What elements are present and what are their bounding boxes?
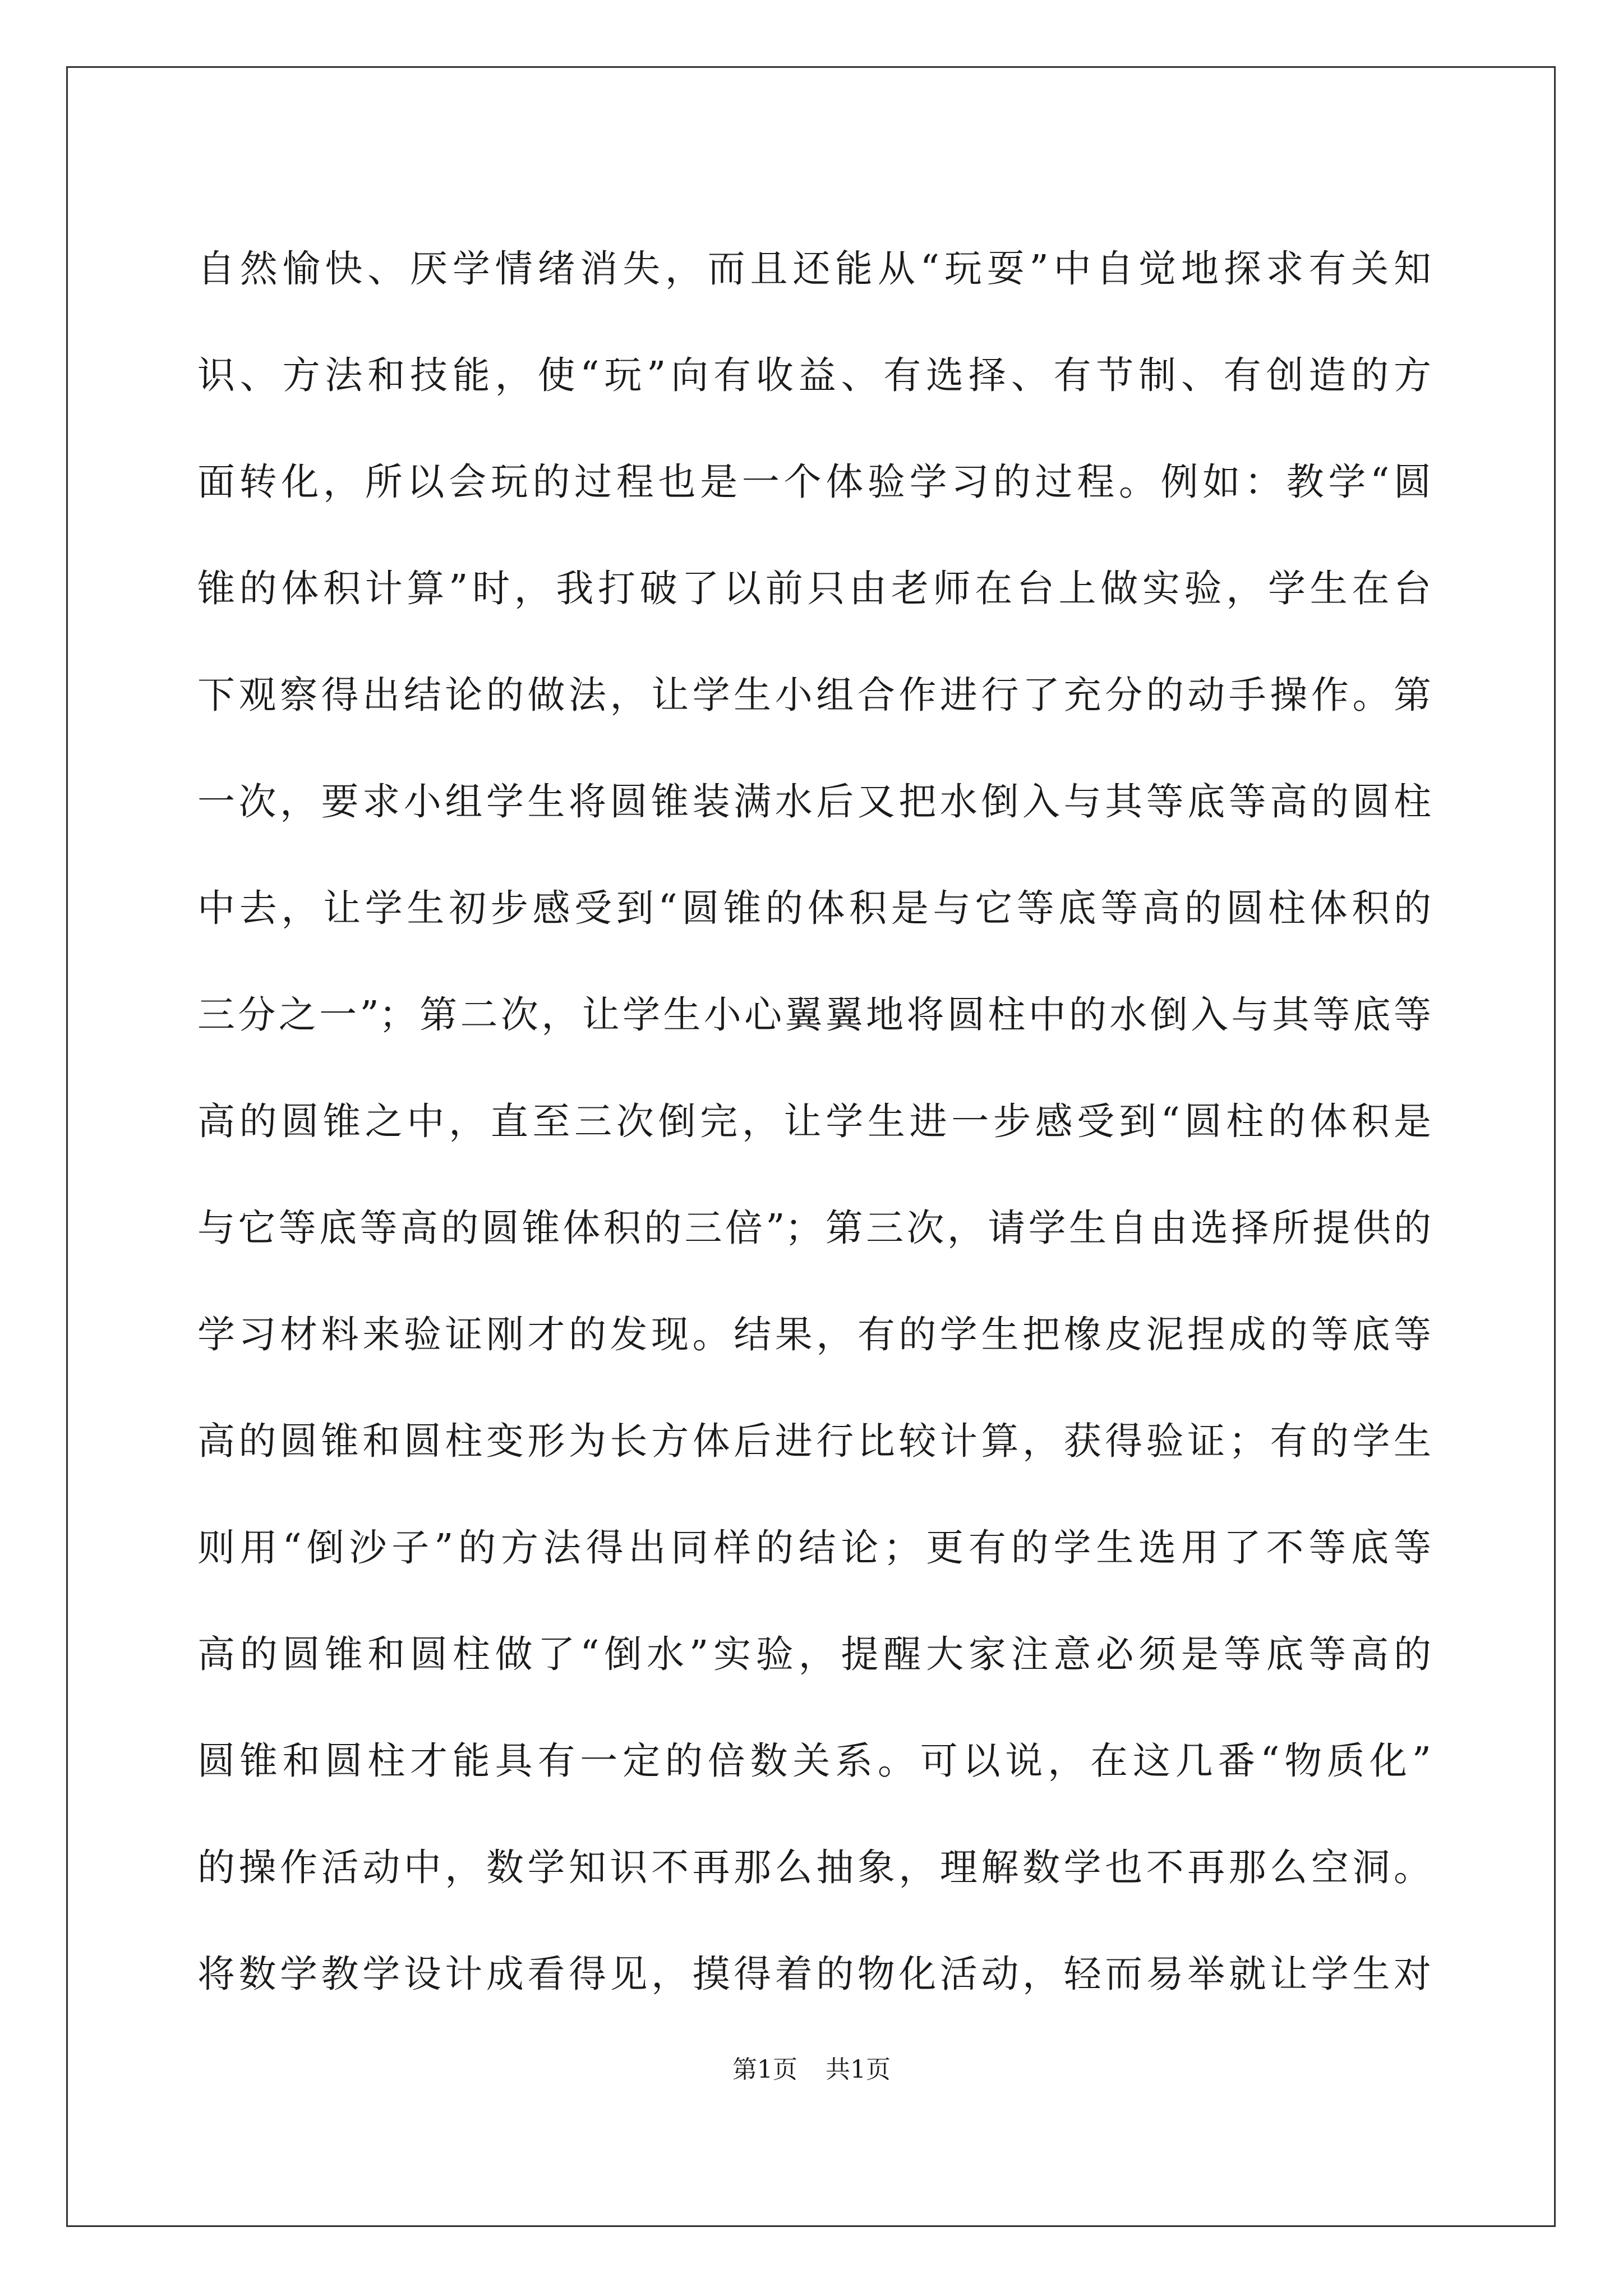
- text-line: 识、方法和技能，使“玩”向有收益、有选择、有节制、有创造的方: [197, 353, 1431, 397]
- text-line: 自然愉快、厌学情绪消失，而且还能从“玩耍”中自觉地探求有关知: [197, 247, 1431, 291]
- text-line: 中去，让学生初步感受到“圆锥的体积是与它等底等高的圆柱体积的: [197, 886, 1431, 930]
- page-footer: [0, 2053, 1623, 2087]
- text-line: 高的圆锥之中，直至三次倒完，让学生进一步感受到“圆柱的体积是: [197, 1099, 1431, 1143]
- text-line: 一次，要求小组学生将圆锥装满水后又把水倒入与其等底等高的圆柱: [197, 780, 1431, 823]
- text-line: 下观察得出结论的做法，让学生小组合作进行了充分的动手操作。第: [197, 673, 1431, 717]
- text-line: 圆锥和圆柱才能具有一定的倍数关系。可以说，在这几番“物质化”: [197, 1739, 1431, 1783]
- text-line: 锥的体积计算”时，我打破了以前只由老师在台上做实验，学生在台: [197, 567, 1431, 610]
- text-line: 面转化，所以会玩的过程也是一个体验学习的过程。例如：教学“圆: [197, 460, 1431, 504]
- page-number-total: 共1页: [826, 2055, 891, 2084]
- text-line: 的操作活动中，数学知识不再那么抽象，理解数学也不再那么空洞。: [197, 1846, 1431, 1889]
- text-line: 三分之一”；第二次，让学生小心翼翼地将圆柱中的水倒入与其等底等: [197, 993, 1431, 1037]
- text-line: 将数学教学设计成看得见，摸得着的物化活动，轻而易举就让学生对: [197, 1952, 1431, 1996]
- text-line: 则用“倒沙子”的方法得出同样的结论；更有的学生选用了不等底等: [197, 1526, 1431, 1570]
- text-line: 高的圆锥和圆柱做了“倒水”实验，提醒大家注意必须是等底等高的: [197, 1632, 1431, 1676]
- text-line: 与它等底等高的圆锥体积的三倍”；第三次，请学生自由选择所提供的: [197, 1206, 1431, 1250]
- text-line: 学习材料来验证刚才的发现。结果，有的学生把橡皮泥捏成的等底等: [197, 1313, 1431, 1356]
- text-line: 高的圆锥和圆柱变形为长方体后进行比较计算，获得验证；有的学生: [197, 1419, 1431, 1463]
- page-number-current: 第1页: [732, 2055, 797, 2084]
- document-body: [197, 215, 1431, 2027]
